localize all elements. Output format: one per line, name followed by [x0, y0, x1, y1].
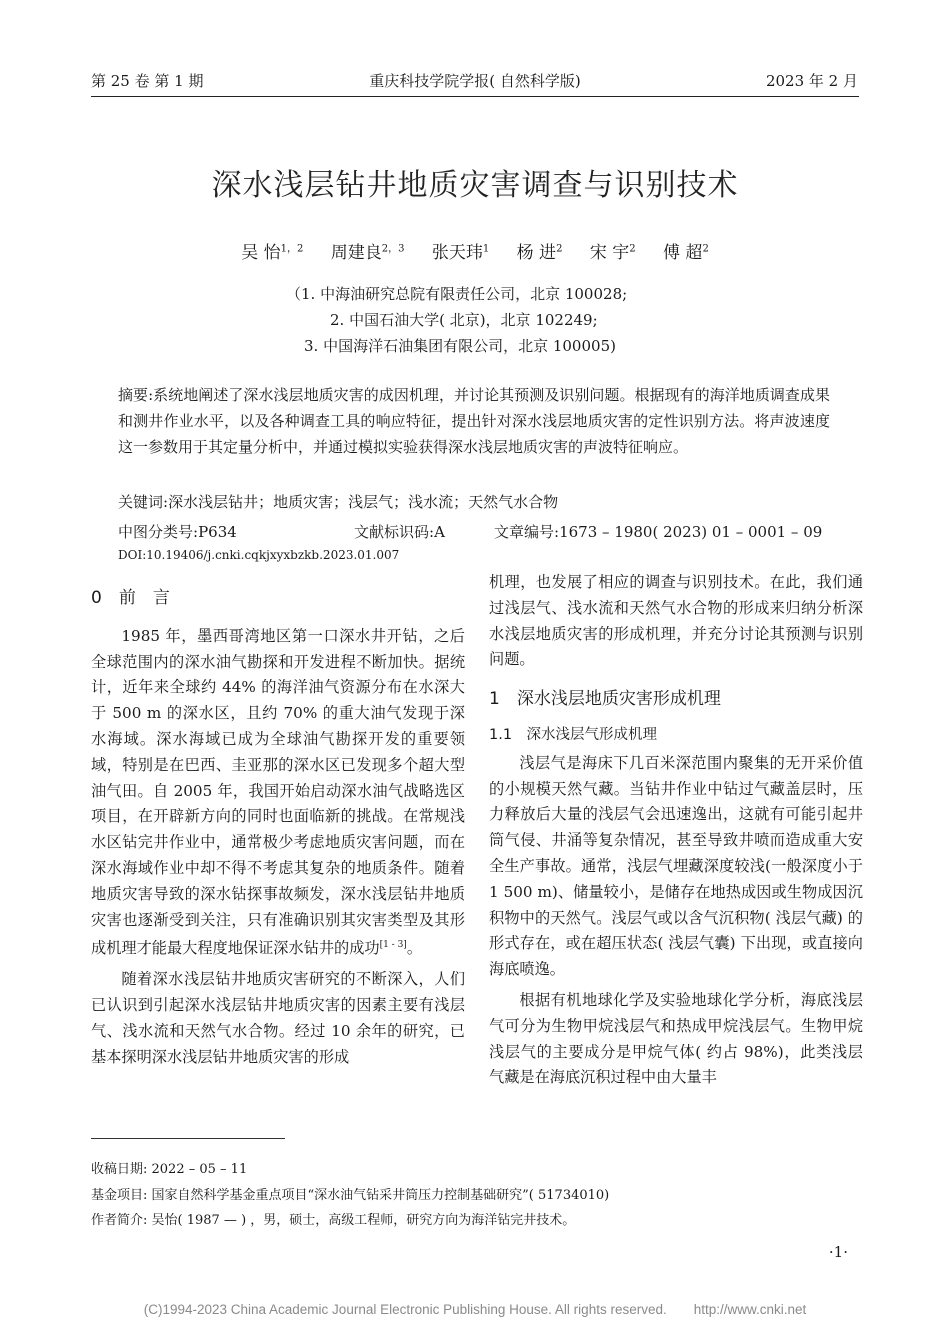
footnote-author: 作者简介: 吴怡( 1987 — ) ，男，硕士，高级工程师，研究方向为海洋钻完井技术。 [91, 1213, 576, 1228]
affiliation-2: 2. 中国石油大学( 北京)，北京 102249; [330, 311, 598, 329]
doi: DOI:10.19406/j.cnki.cqkjxyxbzkb.2023.01.007 [118, 548, 400, 562]
section-1-heading: 1 深水浅层地质灾害形成机理 [489, 689, 721, 710]
abstract-text: 系统地阐述了深水浅层地质灾害的成因机理，并讨论其预测及识别问题。根据现有的海洋地质调查成果和测井作业水平，以及各种调查工具的响应特征，提出针对深水浅层地质灾害的定性识别方法。将声波速度这一参数用于其定量分析中，并通过模拟实验获得深水浅层地质灾害的声波特征响应。 [118, 386, 830, 456]
citation: [1 - 3] [379, 940, 407, 951]
right-column [489, 570, 863, 1091]
journal-volume: 第 25 卷 第 1 期 [91, 72, 204, 90]
article-number: 文章编号:1673 – 1980( 2023) 01 – 0001 – 09 [494, 523, 823, 541]
paragraph: 根据有机地球化学及实验地球化学分析，海底浅层气可分为生物甲烷浅层气和热成甲烷浅层气。生物甲烷浅层气的主要成分是甲烷气体( 约占 98%)，此类浅层气藏是在海底沉积过程中由大量丰 [489, 990, 863, 1087]
footnote-fund: 基金项目: 国家自然科学基金重点项目“深水油气钻采井筒压力控制基础研究”( 51734010) [91, 1188, 610, 1203]
paragraph: 1985 年，墨西哥湾地区第一口深水井开钻，之后全球范围内的深水油气勘探和开发进程不断加快。据统计，近年来全球约 44% 的海洋油气资源分布在水深大于 500 m 的深水区，且约 70% 的重大油气发现于深水海域。深水海域已成为全球油气勘探开发的重要领域，特别是在巴西、圭亚那的深水区已发现多个超大型油气田。自 2005 年，我国开始启动深水油气战略选区项目，在开辟新方向的同时也面临新的挑战。在常规浅水区钻完井作业中，通常极少考虑地质灾害问题，而在深水海域作业中却不得不考虑其复杂的地质条件。随着地质灾害导致的深水钻探事故频发，深水浅层钻井地质灾害也逐渐受到关注，只有准确识别其灾害类型及其形成机理才能最大程度地保证深水钻井的成功[1 - 3]。 [91, 626, 465, 958]
left-column [91, 586, 465, 1070]
affiliation-1: （1. 中海油研究总院有限责任公司，北京 100028; [286, 285, 628, 303]
author-list [0, 238, 950, 263]
section-0-heading: 0 前 言 [91, 588, 170, 608]
paper-title: 深水浅层钻井地质灾害调查与识别技术 [211, 168, 739, 203]
journal-date: 2023 年 2 月 [765, 72, 858, 90]
abstract-label: 摘要: [118, 386, 154, 404]
paragraph: 机理，也发展了相应的调查与识别技术。在此，我们通过浅层气、浅水流和天然气水合物的形成来归纳分析深水浅层地质灾害的形成机理，并充分讨论其预测与识别问题。 [489, 573, 863, 669]
journal-name: 重庆科技学院学报( 自然科学版) [369, 72, 581, 90]
copyright-notice: (C)1994-2023 China Academic Journal Electronic Publishing House. All rights reserved. http://www.cnki.net [143, 1302, 807, 1317]
affiliation-3: 3. 中国海洋石油集团有限公司，北京 100005) [304, 337, 616, 355]
author: 宋 宇$^2$ [589, 243, 636, 263]
author: 傅 超$^2$ [663, 243, 709, 263]
keywords: 关键词:深水浅层钻井；地质灾害；浅层气；浅水流；天然气水合物 [118, 493, 559, 511]
clc-number: 中图分类号:P634 [118, 523, 237, 541]
footnote-received: 收稿日期: 2022 – 05 – 11 [91, 1162, 248, 1177]
abstract [118, 382, 830, 460]
footnote-divider [91, 1138, 285, 1139]
header-divider [91, 96, 859, 97]
paragraph: 浅层气是海床下几百米深范围内聚集的无开采价值的小规模天然气藏。当钻井作业中钻过气藏盖层时，压力释放后大量的浅层气会迅速逸出，这就有可能引起井筒气侵、井涌等复杂情况，甚至导致井喷而造成重大安全生产事故。通常，浅层气埋藏深度较浅(一般深度小于 1 500 m)、储量较小，是储存在地热成因或生物成因沉积物中的天然气。浅层气或以含气沉积物( 浅层气藏) 的形式存在，或在超压状态( 浅层气囊) 下出现，或直接向海底喷逸。 [489, 753, 863, 979]
author: 吴 怡$^{1,2}$ [241, 243, 304, 263]
author: 杨 进$^2$ [516, 243, 563, 263]
subsection-1-1-heading: 1.1 深水浅层气形成机理 [489, 726, 658, 743]
paragraph: 随着深水浅层钻井地质灾害研究的不断深入，人们已认识到引起深水浅层钻井地质灾害的因素主要有浅层气、浅水流和天然气水合物。经过 10 余年的研究，已基本探明深水浅层钻井地质灾害的形成 [91, 970, 465, 1066]
author: 周建良$^{2,3}$ [330, 243, 405, 263]
document-code: 文献标识码:A [354, 523, 445, 541]
page-number: ·1· [828, 1243, 848, 1261]
author: 张天玮$^1$ [431, 243, 490, 263]
